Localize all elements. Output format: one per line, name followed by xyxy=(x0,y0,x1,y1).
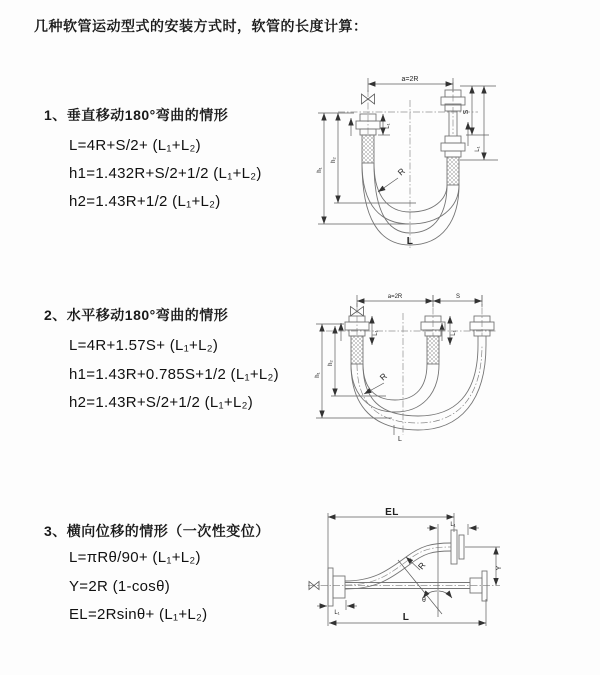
dim-label-h1: h₁ xyxy=(317,167,323,173)
dim-label-h1: h₁ xyxy=(315,372,321,378)
length-label: L xyxy=(402,612,410,623)
left-pipe xyxy=(345,316,369,364)
diagram-horizontal-180 xyxy=(308,283,558,448)
dimension-lines xyxy=(318,78,498,224)
dim-label-l1-right: L₁ xyxy=(475,146,481,152)
dim-label-l1-left: L₁ xyxy=(373,330,379,336)
dim-label-h2: h₂ xyxy=(331,157,337,163)
dim-label-h2: h₂ xyxy=(328,360,334,366)
formula-y: Y=2R (1-cosθ) xyxy=(69,578,171,595)
dim-label-l1-mid: L₁ xyxy=(451,330,457,336)
right-pipe xyxy=(441,90,465,185)
formula-h1-2: h1=1.43R+0.785S+1/2 (L₁+L₂) xyxy=(69,366,279,383)
dim-label-s: S xyxy=(463,109,470,115)
radius-label: R xyxy=(415,560,428,572)
radius-label: R xyxy=(395,165,407,178)
center-lines xyxy=(308,547,500,586)
dim-label-a2r: a=2R xyxy=(401,76,419,83)
dim-label-y: Y xyxy=(496,565,503,571)
formula-l1: L=4R+S/2+ (L₁+L₂) xyxy=(69,137,201,154)
length-label: L xyxy=(406,236,414,247)
dim-label-l1: L₁ xyxy=(385,123,391,129)
formula-el: EL=2Rsinθ+ (L₁+L₂) xyxy=(69,606,208,623)
hose-curves xyxy=(351,345,486,430)
formula-h1: h1=1.432R+S/2+1/2 (L₁+L₂) xyxy=(69,165,262,182)
section-2-heading: 2、水平移动180°弯曲的情形 xyxy=(44,307,229,323)
dim-label-a2r: a=2R xyxy=(387,294,403,300)
left-flange xyxy=(328,568,345,606)
radius-label: R xyxy=(377,370,389,383)
angle-label: θ xyxy=(422,597,426,604)
section-3-heading: 3、横向位移的情形（一次性变位） xyxy=(44,523,270,539)
length-label: L xyxy=(398,436,402,443)
diagram-vertical-180 xyxy=(310,68,560,260)
dim-label-s: S xyxy=(455,294,461,300)
hose-curves xyxy=(362,163,459,245)
section-1-heading: 1、垂直移动180°弯曲的情形 xyxy=(44,107,229,123)
formula-h2: h2=1.43R+1/2 (L₁+L₂) xyxy=(69,193,221,210)
dim-label-el: EL xyxy=(385,507,399,518)
formula-h2-2: h2=1.43R+S/2+1/2 (L₁+L₂) xyxy=(69,394,254,411)
left-pipe xyxy=(356,114,380,163)
lower-right-flange xyxy=(470,571,487,601)
formula-l2: L=4R+1.57S+ (L₁+L₂) xyxy=(69,337,219,354)
upper-right-flange xyxy=(451,530,464,564)
radius-leader xyxy=(378,178,398,192)
diagram-lateral-displacement xyxy=(300,502,600,647)
dim-label-l1-top: L₁ xyxy=(450,522,456,528)
dimension-lines xyxy=(317,513,500,626)
formula-l3: L=πRθ/90+ (L₁+L₂) xyxy=(69,549,201,566)
page-title: 几种软管运动型式的安装方式时，软管的长度计算： xyxy=(34,18,368,34)
dim-label-l1-left: L₁ xyxy=(334,610,340,616)
